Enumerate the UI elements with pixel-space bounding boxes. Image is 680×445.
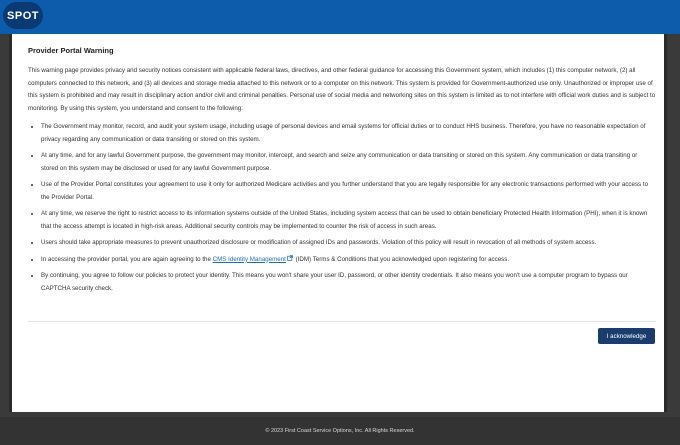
cms-identity-management-link[interactable]: CMS Identity Management (212, 255, 286, 263)
copyright-text: © 2023 First Coast Service Options, Inc. All Rights Reserved. (265, 428, 415, 434)
list-item: • The Government may monitor, record, and audit your system usage, including usage of personal devices and email systems for official duties or to conduct HHS business. Therefore, you have no reasonable expectation of privacy regarding any communication or data transiting or stored on this system. (41, 121, 656, 146)
consent-list (28, 121, 656, 295)
list-item-cms (41, 254, 656, 267)
warning-panel (9, 34, 667, 412)
intro-paragraph: This warning page provides privacy and security notices consistent with applicable federal laws, directives, and other federal guidance for accessing this Government system, which includes (1) this computer network, (2) all computers connected to this network, and (3) all devices and storage media attached to this network or to a computer on this network. This system is provided for Government-authorized use only. Unauthorized or improper use of this system is prohibited and may result in disciplinary action and/or civil and criminal penalties. Personal use of social media and networking sites on this system is limited as to not interfere with official work duties and is subject to monitoring. By using this system, you understand and consent to the following: (28, 67, 656, 112)
spot-logo[interactable]: SPOT (3, 2, 43, 29)
list-item: • Use of the Provider Portal constitutes your agreement to use it only for authorized Medicare activities and you further understand that you are legally responsible for any electronic transactions performed with your access to the Provider Portal. (41, 179, 656, 204)
cms-text-before: In accessing the provider portal, you are again agreeing to the (41, 255, 213, 263)
acknowledge-button[interactable]: I acknowledge (598, 328, 655, 344)
cms-text-after: (IDM) Terms & Conditions that you acknowledged upon registering for access. (293, 255, 510, 263)
warning-content (28, 42, 656, 299)
external-link-icon[interactable] (287, 255, 293, 261)
list-item: • By continuing, you agree to follow our policies to protect your identity. This means you won't share your user ID, password, or other identity credentials. It also means you won't use a computer program to bypass our CAPTCHA security check. (41, 270, 656, 295)
list-item: • At any time, we reserve the right to restrict access to its information systems outside of the United States, including system access that can be used to obtain beneficiary Protected Health Information (PHI), when it is known that the access attempt is located in high-risk areas. Additional security controls may be implemented to counter the risk of access in such areas. (41, 208, 656, 233)
page-title: Provider Portal Warning (28, 46, 114, 55)
list-item: • Users should take appropriate measures to prevent unauthorized disclosure or modification of assigned IDs and passwords. Violation of this policy will result in revocation of all methods of system access. (41, 237, 656, 250)
list-item: • At any time, and for any lawful Government purpose, the government may monitor, intercept, and search and seize any communication or data transiting or stored on this system. Any communication or data transiting or stored on this system may be disclosed or used for any lawful Government purpose. (41, 150, 656, 175)
divider (28, 321, 656, 322)
top-header (0, 0, 680, 31)
footer (0, 417, 680, 445)
